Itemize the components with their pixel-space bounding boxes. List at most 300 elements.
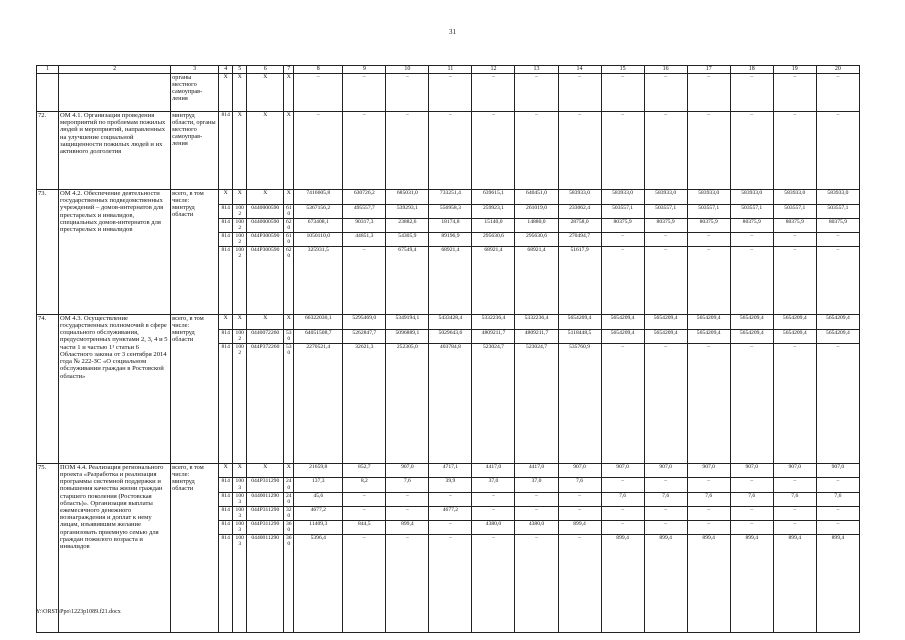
value-cell: –: [294, 74, 343, 112]
value-cell: 18174,8: [429, 218, 472, 232]
value-cell: 5367156,2: [294, 204, 343, 218]
value-cell: 5096889,1: [386, 329, 429, 343]
header-cell: 13: [515, 66, 558, 74]
value-cell: 5654209,4: [687, 314, 730, 329]
value-cell: 80375,9: [730, 218, 773, 232]
header-cell: 20: [816, 66, 859, 74]
value-cell: –: [472, 112, 515, 190]
value-cell: 907,0: [687, 463, 730, 478]
code-cell-c6: 0440072260: [247, 329, 284, 343]
code-cell-c7: 530: [284, 329, 294, 343]
value-cell: 1050110,0: [294, 232, 343, 246]
value-cell: –: [601, 506, 644, 520]
value-cell: –: [816, 112, 859, 190]
value-cell: –: [429, 492, 472, 506]
code-cell-c6: X: [247, 112, 284, 190]
value-cell: –: [687, 74, 730, 112]
value-cell: 539293,1: [386, 204, 429, 218]
value-cell: 7,6: [730, 492, 773, 506]
value-cell: –: [472, 506, 515, 520]
measure-name: ОМ 4.1. Организация проведения мероприятий по проблемам пожилых людей и мероприятий, направленных на улучшение социальной защищенности пожилых людей и их активного долголетия: [59, 112, 171, 190]
value-cell: 259923,1: [472, 204, 515, 218]
value-cell: 583933,0: [816, 190, 859, 205]
value-cell: 252305,0: [386, 343, 429, 463]
value-cell: –: [730, 246, 773, 314]
value-cell: 495557,7: [343, 204, 386, 218]
value-cell: 5654209,4: [644, 314, 687, 329]
value-cell: 907,0: [644, 463, 687, 478]
value-cell: 137,3: [294, 478, 343, 492]
code-cell-c5: X: [233, 190, 247, 205]
code-cell-c4: 814: [219, 343, 233, 463]
code-cell-c4: 814: [219, 520, 233, 534]
executor: минтруд области, органы местного самоуправ-ления: [171, 112, 219, 190]
header-cell: 12: [472, 66, 515, 74]
code-cell-c6: 044Р311290: [247, 520, 284, 534]
value-cell: –: [601, 520, 644, 534]
value-cell: –: [294, 112, 343, 190]
table-row: [37, 190, 860, 205]
code-cell-c6: X: [247, 314, 284, 329]
value-cell: –: [773, 343, 816, 463]
value-cell: 14880,0: [515, 218, 558, 232]
value-cell: 2270521,4: [294, 343, 343, 463]
code-cell-c7: 620: [284, 246, 294, 314]
code-cell-c6: 0440011290: [247, 534, 284, 632]
executor: минтруд области: [171, 204, 219, 218]
header-cell: 7: [284, 66, 294, 74]
value-cell: –: [644, 520, 687, 534]
executor: минтруд области: [171, 329, 219, 343]
value-cell: –: [644, 343, 687, 463]
value-cell: 68921,4: [472, 246, 515, 314]
code-cell-c7: 620: [284, 218, 294, 232]
value-cell: 907,0: [601, 463, 644, 478]
value-cell: 899,4: [558, 520, 601, 534]
value-cell: 28758,0: [558, 218, 601, 232]
code-cell-c5: X: [233, 463, 247, 478]
code-cell-c4: 814: [219, 329, 233, 343]
value-cell: –: [386, 534, 429, 632]
value-cell: 630726,2: [343, 190, 386, 205]
value-cell: –: [601, 232, 644, 246]
executor: [171, 246, 219, 314]
value-cell: 673408,1: [294, 218, 343, 232]
value-cell: 80375,9: [773, 218, 816, 232]
value-cell: 907,0: [730, 463, 773, 478]
value-cell: 80375,9: [816, 218, 859, 232]
value-cell: 4809211,7: [515, 329, 558, 343]
value-cell: 7,6: [601, 492, 644, 506]
value-cell: –: [601, 343, 644, 463]
value-cell: 270494,7: [558, 232, 601, 246]
value-cell: 899,4: [773, 534, 816, 632]
value-cell: 899,4: [644, 534, 687, 632]
value-cell: –: [558, 112, 601, 190]
value-cell: 639615,1: [472, 190, 515, 205]
measure-name: ПОМ 4.4. Реализация регионального проекта «Разработка и реализация программы системной поддержки и повышения качества жизни граждан старшего поколения (Ростовская область)». Организация выплаты ежемесячного денежного вознаграждения и доплат к нему лицам, изъявившим желание организовать приемную семью для граждан пожилого возраста и инвалидов: [59, 463, 171, 632]
value-cell: 899,4: [730, 534, 773, 632]
value-cell: 11409,3: [294, 520, 343, 534]
table-row: [37, 74, 860, 112]
value-cell: 4417,0: [515, 463, 558, 478]
row-number: 75.: [37, 463, 59, 632]
value-cell: 523024,7: [472, 343, 515, 463]
value-cell: –: [687, 232, 730, 246]
header-cell: 16: [644, 66, 687, 74]
value-cell: 295630,6: [472, 232, 515, 246]
value-cell: 535760,9: [558, 343, 601, 463]
code-cell-c7: 320: [284, 506, 294, 520]
budget-table: [36, 65, 860, 633]
value-cell: 325931,5: [294, 246, 343, 314]
code-cell-c6: 044Р311290: [247, 506, 284, 520]
value-cell: 7,6: [644, 492, 687, 506]
value-cell: –: [687, 246, 730, 314]
value-cell: 32621,3: [343, 343, 386, 463]
value-cell: 4380,0: [515, 520, 558, 534]
value-cell: 5654209,4: [773, 314, 816, 329]
value-cell: 7,6: [816, 492, 859, 506]
table-body: [37, 74, 860, 633]
value-cell: 523024,7: [515, 343, 558, 463]
value-cell: 37,0: [472, 478, 515, 492]
header-cell: 9: [343, 66, 386, 74]
code-cell-c4: 814: [219, 218, 233, 232]
value-cell: 852,7: [343, 463, 386, 478]
value-cell: 907,0: [816, 463, 859, 478]
value-cell: –: [558, 74, 601, 112]
value-cell: –: [429, 520, 472, 534]
code-cell-c5: X: [233, 74, 247, 112]
row-number: [37, 74, 59, 112]
value-cell: 295630,6: [515, 232, 558, 246]
value-cell: 503557,1: [687, 204, 730, 218]
value-cell: 90317,3: [343, 218, 386, 232]
value-cell: –: [730, 112, 773, 190]
value-cell: –: [816, 246, 859, 314]
value-cell: 583933,0: [773, 190, 816, 205]
executor: [171, 520, 219, 534]
value-cell: –: [816, 343, 859, 463]
value-cell: 899,4: [601, 534, 644, 632]
value-cell: 5262847,7: [343, 329, 386, 343]
value-cell: –: [515, 492, 558, 506]
value-cell: –: [343, 534, 386, 632]
code-cell-c6: 044Р372260: [247, 343, 284, 463]
value-cell: –: [687, 520, 730, 534]
measure-name: ОМ 4.2. Обеспечение деятельности государственных подведомственных учреждений – домов-интернатов для престарелых и инвалидов, специальных домов-интернатов для престарелых и инвалидов: [59, 190, 171, 315]
value-cell: 5118448,5: [558, 329, 601, 343]
code-cell-c6: 044Р311290: [247, 478, 284, 492]
value-cell: 5332236,4: [472, 314, 515, 329]
value-cell: 503557,1: [644, 204, 687, 218]
header-cell: 6: [247, 66, 284, 74]
value-cell: 5654209,4: [601, 329, 644, 343]
table-row: [37, 112, 860, 190]
code-cell-c4: X: [219, 190, 233, 205]
value-cell: 907,0: [773, 463, 816, 478]
code-cell-c4: 814: [219, 246, 233, 314]
value-cell: –: [558, 506, 601, 520]
value-cell: –: [429, 534, 472, 632]
code-cell-c4: 814: [219, 204, 233, 218]
value-cell: –: [687, 478, 730, 492]
value-cell: –: [816, 520, 859, 534]
code-cell-c5: 1003: [233, 534, 247, 632]
value-cell: 64051508,7: [294, 329, 343, 343]
header-cell: 4: [219, 66, 233, 74]
value-cell: –: [515, 506, 558, 520]
value-cell: 844,5: [343, 520, 386, 534]
value-cell: 583933,0: [730, 190, 773, 205]
value-cell: 67549,4: [386, 246, 429, 314]
code-cell-c7: 610: [284, 204, 294, 218]
executor: минтруд области: [171, 478, 219, 492]
header-cell: 11: [429, 66, 472, 74]
code-cell-c7: 240: [284, 492, 294, 506]
value-cell: –: [816, 478, 859, 492]
value-cell: –: [816, 232, 859, 246]
code-cell-c4: X: [219, 314, 233, 329]
executor: [171, 343, 219, 463]
value-cell: –: [343, 74, 386, 112]
value-cell: 907,0: [558, 463, 601, 478]
value-cell: –: [730, 478, 773, 492]
value-cell: –: [644, 232, 687, 246]
value-cell: 899,4: [386, 520, 429, 534]
header-cell: 10: [386, 66, 429, 74]
value-cell: –: [386, 74, 429, 112]
header-cell: 1: [37, 66, 59, 74]
header-row: [37, 66, 860, 74]
value-cell: –: [386, 112, 429, 190]
value-cell: 68921,4: [515, 246, 558, 314]
code-cell-c5: 1002: [233, 232, 247, 246]
executor: всего, в том числе:: [171, 463, 219, 478]
code-cell-c6: 044Р300590: [247, 232, 284, 246]
value-cell: 5433428,4: [429, 314, 472, 329]
value-cell: 21659,8: [294, 463, 343, 478]
code-cell-c7: X: [284, 314, 294, 329]
value-cell: 640451,0: [515, 190, 558, 205]
value-cell: 233062,4: [558, 204, 601, 218]
value-cell: –: [730, 343, 773, 463]
header-cell: 17: [687, 66, 730, 74]
page-number: 31: [449, 28, 456, 36]
value-cell: 5654209,4: [730, 314, 773, 329]
value-cell: 4677,2: [294, 506, 343, 520]
header-cell: 2: [59, 66, 171, 74]
value-cell: –: [515, 74, 558, 112]
value-cell: –: [687, 506, 730, 520]
value-cell: 37,0: [515, 478, 558, 492]
value-cell: 5654209,4: [773, 329, 816, 343]
value-cell: 39,9: [429, 478, 472, 492]
code-cell-c5: 1003: [233, 520, 247, 534]
code-cell-c7: 240: [284, 478, 294, 492]
value-cell: 5349194,1: [386, 314, 429, 329]
value-cell: –: [644, 112, 687, 190]
code-cell-c7: 530: [284, 343, 294, 463]
value-cell: 5295469,0: [343, 314, 386, 329]
value-cell: –: [515, 534, 558, 632]
header-cell: 18: [730, 66, 773, 74]
code-cell-c6: 044Р300590: [247, 246, 284, 314]
value-cell: –: [472, 492, 515, 506]
code-cell-c5: X: [233, 314, 247, 329]
table-row: [37, 463, 860, 478]
value-cell: 89196,9: [429, 232, 472, 246]
value-cell: –: [601, 246, 644, 314]
code-cell-c4: 814: [219, 534, 233, 632]
value-cell: 5654209,4: [730, 329, 773, 343]
executor: всего, в том числе:: [171, 314, 219, 329]
value-cell: –: [773, 112, 816, 190]
value-cell: 7,6: [386, 478, 429, 492]
value-cell: 261019,0: [515, 204, 558, 218]
code-cell-c7: 360: [284, 520, 294, 534]
value-cell: –: [386, 492, 429, 506]
value-cell: –: [773, 232, 816, 246]
value-cell: 503557,1: [773, 204, 816, 218]
value-cell: 5654209,4: [601, 314, 644, 329]
value-cell: 80375,9: [601, 218, 644, 232]
value-cell: 899,4: [816, 534, 859, 632]
value-cell: 556958,3: [429, 204, 472, 218]
code-cell-c4: 814: [219, 232, 233, 246]
value-cell: 80375,9: [644, 218, 687, 232]
value-cell: –: [472, 74, 515, 112]
footer-file-path: Y:\ORST\Ppo\1223p1089.f21.docx: [36, 609, 121, 615]
value-cell: –: [515, 112, 558, 190]
value-cell: 8,2: [343, 478, 386, 492]
value-cell: 45,6: [294, 492, 343, 506]
value-cell: –: [386, 506, 429, 520]
code-cell-c6: 0440000590: [247, 218, 284, 232]
value-cell: –: [343, 246, 386, 314]
value-cell: 583933,0: [601, 190, 644, 205]
code-cell-c5: 1003: [233, 492, 247, 506]
code-cell-c5: 1002: [233, 204, 247, 218]
header-cell: 5: [233, 66, 247, 74]
value-cell: 503557,1: [816, 204, 859, 218]
code-cell-c4: 814: [219, 506, 233, 520]
code-cell-c7: 610: [284, 232, 294, 246]
value-cell: –: [687, 343, 730, 463]
value-cell: –: [644, 74, 687, 112]
value-cell: –: [644, 478, 687, 492]
value-cell: 66322030,1: [294, 314, 343, 329]
row-number: 73.: [37, 190, 59, 315]
executor: всего, в том числе:: [171, 190, 219, 205]
value-cell: 7,6: [773, 492, 816, 506]
value-cell: 899,4: [687, 534, 730, 632]
value-cell: 7,6: [558, 478, 601, 492]
code-cell-c7: X: [284, 463, 294, 478]
value-cell: 5654209,4: [816, 329, 859, 343]
value-cell: –: [773, 506, 816, 520]
value-cell: –: [644, 506, 687, 520]
value-cell: 5654209,4: [687, 329, 730, 343]
value-cell: –: [730, 506, 773, 520]
value-cell: 583933,0: [687, 190, 730, 205]
value-cell: 403784,8: [429, 343, 472, 463]
executor: [171, 506, 219, 520]
value-cell: –: [816, 506, 859, 520]
value-cell: 15140,0: [472, 218, 515, 232]
code-cell-c6: X: [247, 463, 284, 478]
measure-name: [59, 74, 171, 112]
value-cell: –: [472, 534, 515, 632]
executor: [171, 492, 219, 506]
value-cell: –: [644, 246, 687, 314]
value-cell: –: [429, 74, 472, 112]
code-cell-c7: X: [284, 190, 294, 205]
code-cell-c7: X: [284, 74, 294, 112]
code-cell-c5: 1003: [233, 478, 247, 492]
value-cell: –: [343, 112, 386, 190]
value-cell: 5654209,4: [558, 314, 601, 329]
value-cell: 23882,6: [386, 218, 429, 232]
value-cell: 7416605,8: [294, 190, 343, 205]
value-cell: 4417,0: [472, 463, 515, 478]
measure-name: ОМ 4.3. Осуществление государственных полномочий в сфере социального обслуживания, предусмотренных пунктами 2, 3, 4 и 5 части 1 и частью 1¹ статьи 6 Областного закона от 3 сентября 2014 года № 222-ЗС «О социальном обслуживании граждан в Ростовской области»: [59, 314, 171, 463]
code-cell-c4: 814: [219, 492, 233, 506]
code-cell-c4: 814: [219, 478, 233, 492]
code-cell-c4: X: [219, 463, 233, 478]
value-cell: –: [730, 74, 773, 112]
value-cell: –: [773, 74, 816, 112]
value-cell: 503557,1: [730, 204, 773, 218]
code-cell-c5: 1002: [233, 343, 247, 463]
code-cell-c4: 814: [219, 112, 233, 190]
table-row: [37, 314, 860, 329]
value-cell: 4717,1: [429, 463, 472, 478]
code-cell-c5: 1002: [233, 218, 247, 232]
row-number: 72.: [37, 112, 59, 190]
executor: [171, 534, 219, 632]
value-cell: –: [687, 112, 730, 190]
value-cell: 4677,2: [429, 506, 472, 520]
value-cell: –: [558, 534, 601, 632]
code-cell-c6: X: [247, 190, 284, 205]
header-cell: 3: [171, 66, 219, 74]
value-cell: 44851,3: [343, 232, 386, 246]
value-cell: –: [730, 232, 773, 246]
value-cell: 80375,9: [687, 218, 730, 232]
code-cell-c5: X: [233, 112, 247, 190]
executor: [171, 232, 219, 246]
code-cell-c4: X: [219, 74, 233, 112]
value-cell: –: [773, 246, 816, 314]
value-cell: –: [773, 478, 816, 492]
code-cell-c6: 0440011290: [247, 492, 284, 506]
header-cell: 15: [601, 66, 644, 74]
code-cell-c5: 1002: [233, 329, 247, 343]
code-cell-c6: 0440000590: [247, 204, 284, 218]
value-cell: 5396,4: [294, 534, 343, 632]
value-cell: 583933,0: [644, 190, 687, 205]
value-cell: –: [601, 74, 644, 112]
value-cell: 503557,1: [601, 204, 644, 218]
value-cell: 583933,0: [558, 190, 601, 205]
header-cell: 19: [773, 66, 816, 74]
value-cell: –: [730, 520, 773, 534]
header-cell: 8: [294, 66, 343, 74]
value-cell: 5332236,4: [515, 314, 558, 329]
value-cell: 907,0: [386, 463, 429, 478]
